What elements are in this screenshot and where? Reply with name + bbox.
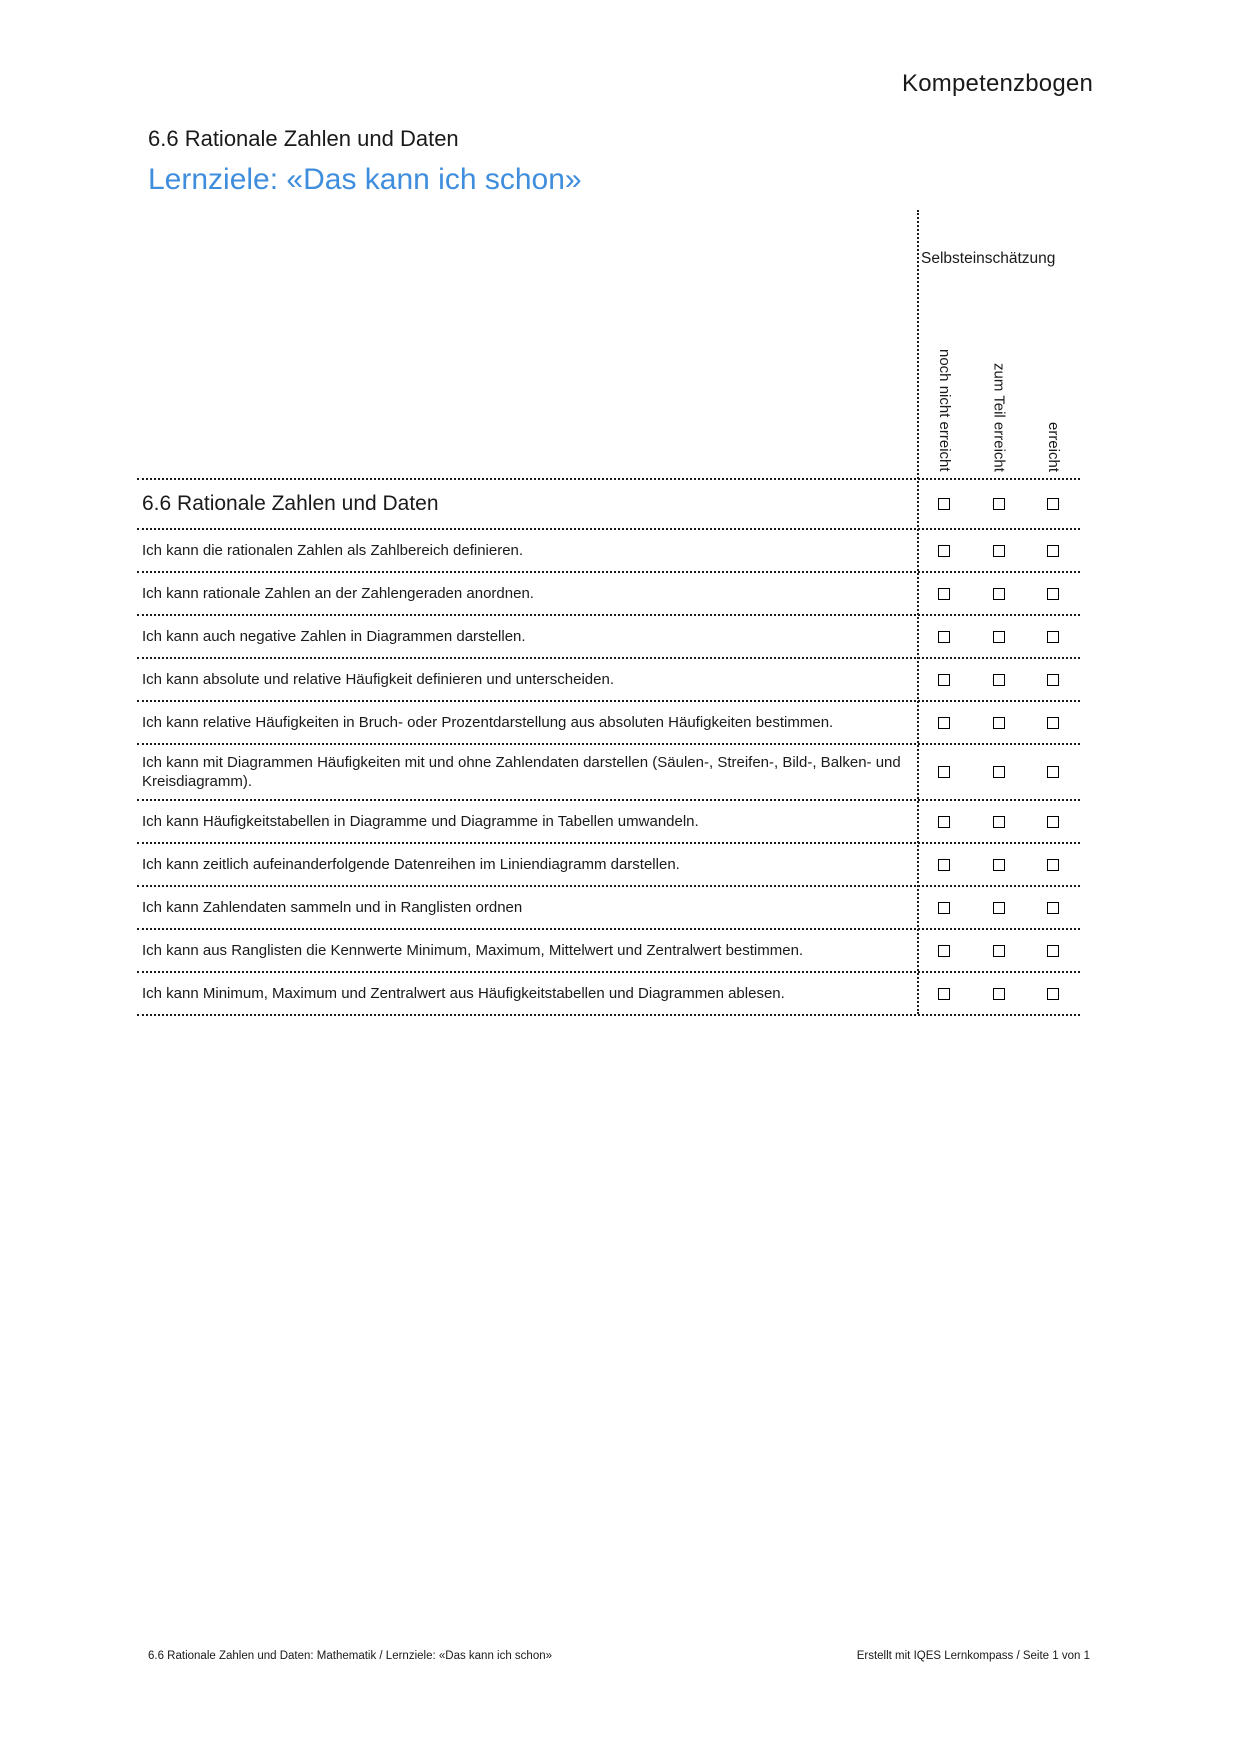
checkbox-cell bbox=[971, 816, 1025, 828]
checkbox-cell bbox=[1026, 674, 1080, 686]
table-row bbox=[137, 700, 1080, 743]
checkbox-cell bbox=[917, 766, 971, 778]
checkbox-noch-nicht-erreicht[interactable] bbox=[938, 717, 950, 729]
checkbox-noch-nicht-erreicht[interactable] bbox=[938, 945, 950, 957]
column-label-erreicht: erreicht bbox=[1044, 421, 1062, 472]
checkbox-zum-teil-erreicht[interactable] bbox=[993, 717, 1005, 729]
goal-text: Ich kann auch negative Zahlen in Diagrammen darstellen. bbox=[142, 628, 526, 645]
checkbox-erreicht[interactable] bbox=[1047, 674, 1059, 686]
checkbox-cell bbox=[917, 859, 971, 871]
checkbox-zum-teil-erreicht[interactable] bbox=[993, 945, 1005, 957]
footer-right: Erstellt mit IQES Lernkompass / Seite 1 von 1 bbox=[856, 1650, 1090, 1662]
column-label-zum-teil-erreicht: zum Teil erreicht bbox=[990, 363, 1008, 472]
checkbox-cell bbox=[917, 674, 971, 686]
chapter-title: 6.6 Rationale Zahlen und Daten bbox=[148, 126, 459, 151]
checkbox-cell bbox=[971, 988, 1025, 1000]
table-row bbox=[137, 971, 1080, 1014]
goal-text: Ich kann Minimum, Maximum und Zentralwert aus Häufigkeitstabellen und Diagrammen ablesen. bbox=[142, 985, 785, 1002]
checkbox-cell bbox=[1026, 717, 1080, 729]
checkbox-zum-teil-erreicht[interactable] bbox=[993, 498, 1005, 510]
checkbox-cell bbox=[971, 588, 1025, 600]
checkbox-noch-nicht-erreicht[interactable] bbox=[938, 674, 950, 686]
checkbox-noch-nicht-erreicht[interactable] bbox=[938, 766, 950, 778]
checkbox-erreicht[interactable] bbox=[1047, 498, 1059, 510]
checkbox-noch-nicht-erreicht[interactable] bbox=[938, 902, 950, 914]
checkbox-cell bbox=[971, 498, 1025, 510]
table-row bbox=[137, 842, 1080, 885]
column-label-cell bbox=[917, 210, 971, 472]
checkbox-noch-nicht-erreicht[interactable] bbox=[938, 988, 950, 1000]
goal-text: Ich kann aus Ranglisten die Kennwerte Minimum, Maximum, Mittelwert und Zentralwert bestimmen. bbox=[142, 942, 804, 959]
checkbox-cell bbox=[917, 902, 971, 914]
checkbox-noch-nicht-erreicht[interactable] bbox=[938, 545, 950, 557]
checkbox-cell bbox=[917, 988, 971, 1000]
goal-text: Ich kann absolute und relative Häufigkeit definieren und unterscheiden. bbox=[142, 671, 614, 688]
column-label-cell bbox=[971, 210, 1025, 472]
goal-text: Ich kann Häufigkeitstabellen in Diagramme und Diagramme in Tabellen umwandeln. bbox=[142, 813, 699, 830]
checkbox-cell bbox=[1026, 816, 1080, 828]
checkbox-cell bbox=[917, 545, 971, 557]
checkbox-erreicht[interactable] bbox=[1047, 545, 1059, 557]
checkbox-cell bbox=[971, 717, 1025, 729]
checkbox-erreicht[interactable] bbox=[1047, 631, 1059, 643]
page-title: Lernziele: «Das kann ich schon» bbox=[148, 163, 582, 196]
checkbox-cell bbox=[917, 816, 971, 828]
checkbox-noch-nicht-erreicht[interactable] bbox=[938, 588, 950, 600]
checkbox-cell bbox=[1026, 859, 1080, 871]
checkbox-cell bbox=[1026, 902, 1080, 914]
checkbox-cell bbox=[1026, 988, 1080, 1000]
checkbox-zum-teil-erreicht[interactable] bbox=[993, 631, 1005, 643]
goal-text: Ich kann rationale Zahlen an der Zahlengeraden anordnen. bbox=[142, 585, 534, 602]
checkbox-erreicht[interactable] bbox=[1047, 588, 1059, 600]
doc-type-label: Kompetenzbogen bbox=[902, 70, 1093, 97]
checkbox-cell bbox=[1026, 498, 1080, 510]
checkbox-noch-nicht-erreicht[interactable] bbox=[938, 816, 950, 828]
section-title: 6.6 Rationale Zahlen und Daten bbox=[142, 492, 439, 515]
checkbox-zum-teil-erreicht[interactable] bbox=[993, 816, 1005, 828]
checkbox-cell bbox=[971, 766, 1025, 778]
checkbox-zum-teil-erreicht[interactable] bbox=[993, 902, 1005, 914]
checkbox-erreicht[interactable] bbox=[1047, 766, 1059, 778]
checkbox-cell bbox=[1026, 545, 1080, 557]
checkbox-erreicht[interactable] bbox=[1047, 816, 1059, 828]
column-label-noch-nicht-erreicht: noch nicht erreicht bbox=[936, 349, 954, 472]
table-row bbox=[137, 571, 1080, 614]
checkbox-noch-nicht-erreicht[interactable] bbox=[938, 498, 950, 510]
column-labels bbox=[917, 210, 1080, 472]
checkbox-cell bbox=[971, 945, 1025, 957]
goal-text: Ich kann mit Diagrammen Häufigkeiten mit und ohne Zahlendaten darstellen (Säulen-, Streifen-, Bild-, Balken- und Kreisdiagramm). bbox=[142, 754, 901, 790]
table-row bbox=[137, 799, 1080, 842]
table-row bbox=[137, 528, 1080, 571]
checkbox-erreicht[interactable] bbox=[1047, 945, 1059, 957]
assessment-header-label: Selbsteinschätzung bbox=[921, 250, 1056, 267]
checkbox-zum-teil-erreicht[interactable] bbox=[993, 988, 1005, 1000]
checkbox-cell bbox=[971, 674, 1025, 686]
checkbox-erreicht[interactable] bbox=[1047, 717, 1059, 729]
checkbox-cell bbox=[917, 717, 971, 729]
checkbox-cell bbox=[971, 545, 1025, 557]
checkbox-cell bbox=[917, 498, 971, 510]
checkbox-zum-teil-erreicht[interactable] bbox=[993, 674, 1005, 686]
checkbox-cell bbox=[1026, 588, 1080, 600]
checkbox-cell bbox=[917, 945, 971, 957]
checkbox-erreicht[interactable] bbox=[1047, 988, 1059, 1000]
checkbox-erreicht[interactable] bbox=[1047, 902, 1059, 914]
goal-text: Ich kann relative Häufigkeiten in Bruch- oder Prozentdarstellung aus absoluten Häufigkeiten bestimmen. bbox=[142, 714, 834, 731]
goal-text: Ich kann zeitlich aufeinanderfolgende Datenreihen im Liniendiagramm darstellen. bbox=[142, 856, 680, 873]
page-footer bbox=[148, 1650, 1090, 1662]
checkbox-zum-teil-erreicht[interactable] bbox=[993, 766, 1005, 778]
table-header bbox=[137, 210, 1080, 478]
goal-rows bbox=[137, 528, 1080, 1014]
checkbox-cell bbox=[917, 631, 971, 643]
goal-text: Ich kann die rationalen Zahlen als Zahlbereich definieren. bbox=[142, 542, 524, 559]
checkbox-cell bbox=[1026, 631, 1080, 643]
table-row bbox=[137, 928, 1080, 971]
checkbox-zum-teil-erreicht[interactable] bbox=[993, 588, 1005, 600]
checkbox-cell bbox=[971, 859, 1025, 871]
checkbox-noch-nicht-erreicht[interactable] bbox=[938, 859, 950, 871]
checkbox-zum-teil-erreicht[interactable] bbox=[993, 545, 1005, 557]
checkbox-cell bbox=[1026, 766, 1080, 778]
section-row bbox=[137, 478, 1080, 528]
table-row bbox=[137, 743, 1080, 799]
checkbox-cell bbox=[971, 902, 1025, 914]
checkbox-noch-nicht-erreicht[interactable] bbox=[938, 631, 950, 643]
column-label-cell bbox=[1026, 210, 1080, 472]
checkbox-zum-teil-erreicht[interactable] bbox=[993, 859, 1005, 871]
table-row bbox=[137, 614, 1080, 657]
goal-text: Ich kann Zahlendaten sammeln und in Ranglisten ordnen bbox=[142, 899, 523, 916]
checkbox-cell bbox=[1026, 945, 1080, 957]
footer-left: 6.6 Rationale Zahlen und Daten: Mathematik / Lernziele: «Das kann ich schon» bbox=[148, 1650, 553, 1662]
table-row bbox=[137, 885, 1080, 928]
goals-table bbox=[137, 210, 1080, 1016]
table-row bbox=[137, 657, 1080, 700]
checkbox-cell bbox=[971, 631, 1025, 643]
checkbox-cell bbox=[917, 588, 971, 600]
checkbox-erreicht[interactable] bbox=[1047, 859, 1059, 871]
